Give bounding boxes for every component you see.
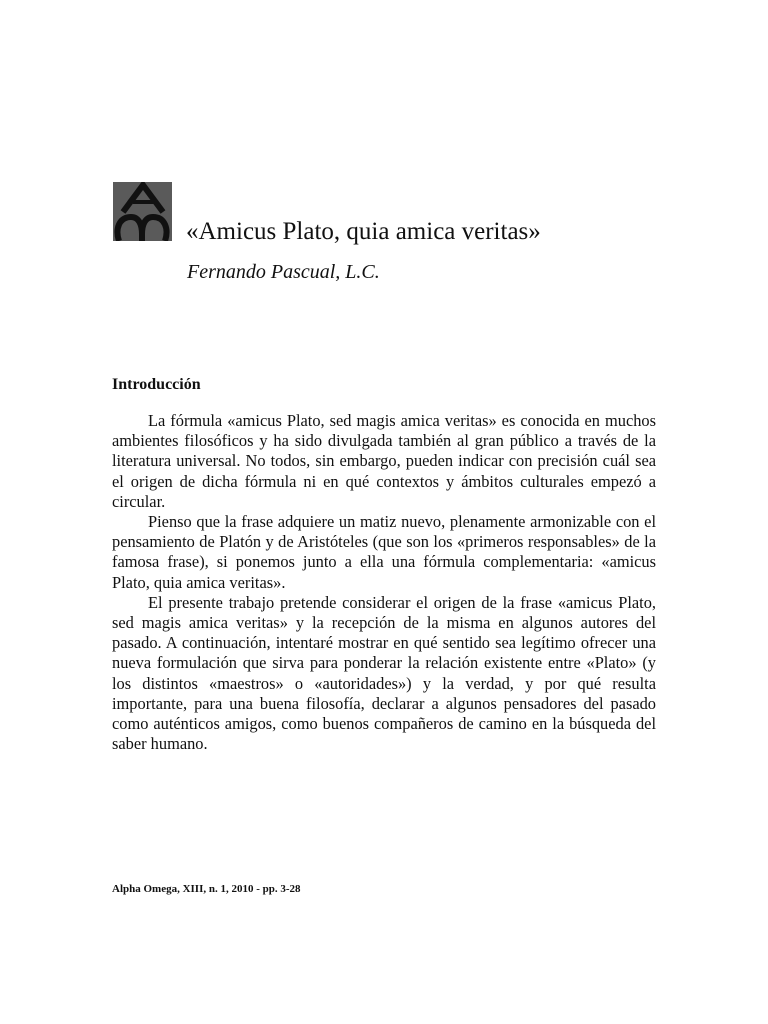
section-heading: Introducción	[112, 376, 201, 393]
article-author: Fernando Pascual, L.C.	[187, 261, 380, 283]
article-title: «Amicus Plato, quia amica veritas»	[186, 218, 541, 245]
journal-citation: Alpha Omega, XIII, n. 1, 2010 - pp. 3-28	[112, 883, 301, 895]
alpha-omega-logo-icon	[113, 182, 172, 241]
journal-logo	[113, 182, 172, 241]
paragraph: El presente trabajo pretende considerar el origen de la frase «amicus Plato, sed magis amica veritas» y la recepción de la misma en algunos autores del pasado. A continuación, intentaré mostrar en qué sentido sea legítimo ofrecer una nueva formulación que sirva para ponderar la relación existente entre «Plato» (y los distintos «maestros» o «autoridades») y la verdad, y por qué resulta importante, para una buena filosofía, declarar a algunos pensadores del pasado como auténticos amigos, como buenos compañeros de camino en la búsqueda del saber humano.	[112, 592, 656, 754]
article-body	[112, 411, 656, 754]
paragraph: Pienso que la frase adquiere un matiz nuevo, plenamente armonizable con el pensamiento de Platón y de Aristóteles (que son los «primeros responsables» de la famosa frase), si ponemos junto a ella una fórmula complementaria: «amicus Plato, quia amica veritas».	[112, 512, 656, 592]
paragraph: La fórmula «amicus Plato, sed magis amica veritas» es conocida en muchos ambientes filosóficos y ha sido divulgada también al gran público a través de la literatura universal. No todos, sin embargo, pueden indicar con precisión cuál sea el origen de dicha fórmula ni en qué contextos y ámbitos culturales empezó a circular.	[112, 411, 656, 511]
